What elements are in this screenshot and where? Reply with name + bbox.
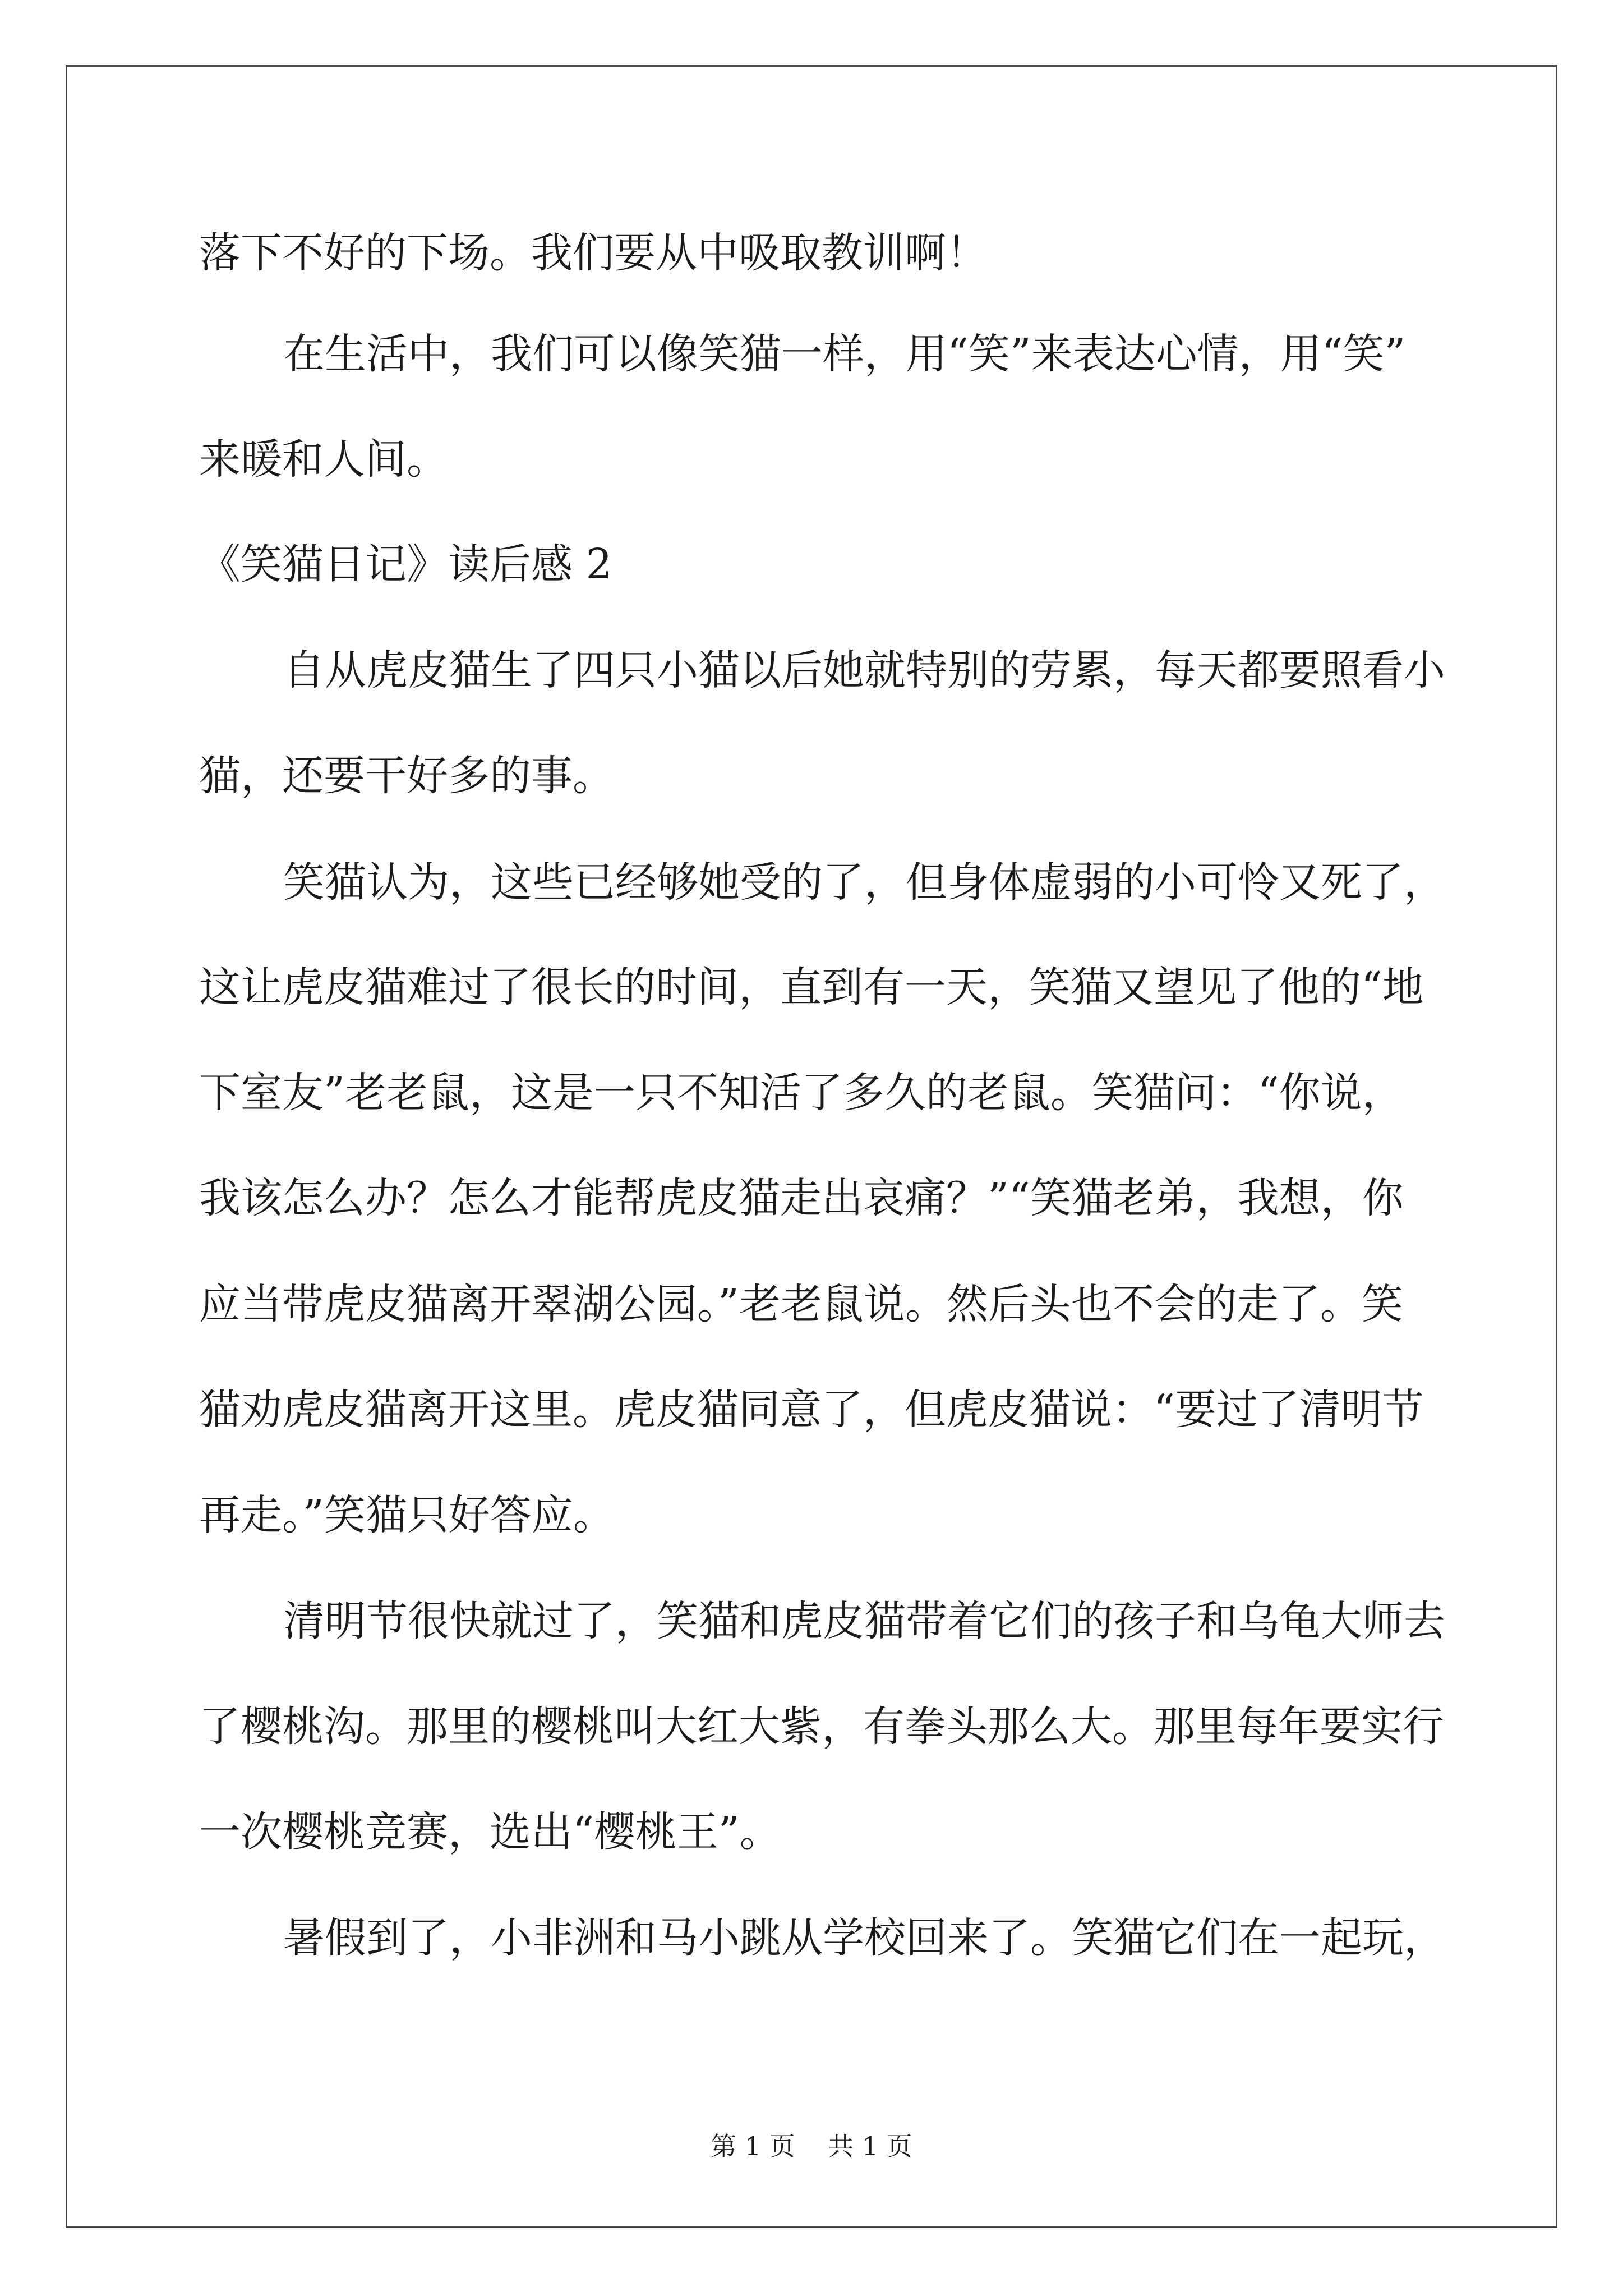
paragraph-line: 在生活中，我们可以像笑猫一样，用“笑”来表达心情，用“笑” xyxy=(283,330,1406,378)
paragraph-line: 清明节很快就过了，笑猫和虎皮猫带着它们的孩子和乌龟大师去 xyxy=(283,1597,1445,1645)
paragraph-line: 笑猫认为，这些已经够她受的了，但身体虚弱的小可怜又死了， xyxy=(283,858,1445,907)
page-border xyxy=(66,65,1557,2228)
paragraph-line: 我该怎么办？怎么才能帮虎皮猫走出哀痛？”“笑猫老弟，我想，你 xyxy=(199,1174,1404,1222)
section-heading: 《笑猫日记》读后感 2 xyxy=(199,540,612,588)
paragraph-line: 了樱桃沟。那里的樱桃叫大红大紫，有拳头那么大。那里每年要实行 xyxy=(199,1703,1444,1751)
paragraph-line: 下室友”老老鼠，这是一只不知活了多久的老鼠。笑猫问：“你说， xyxy=(199,1069,1404,1117)
paragraph-line: 再走。”笑猫只好答应。 xyxy=(199,1491,615,1539)
paragraph-line: 猫劝虎皮猫离开这里。虎皮猫同意了，但虎皮猫说：“要过了清明节 xyxy=(199,1386,1424,1434)
paragraph-line: 落下不好的下场。我们要从中吸取教训啊！ xyxy=(199,229,988,277)
paragraph-line: 这让虎皮猫难过了很长的时间，直到有一天，笑猫又望见了他的“地 xyxy=(199,963,1424,1011)
paragraph-line: 一次樱桃竞赛，选出“樱桃王”。 xyxy=(199,1808,781,1856)
paragraph-line: 暑假到了，小非洲和马小跳从学校回来了。笑猫它们在一起玩， xyxy=(283,1914,1445,1962)
paragraph-line: 来暖和人间。 xyxy=(199,435,448,484)
paragraph-line: 自从虎皮猫生了四只小猫以后她就特别的劳累，每天都要照看小 xyxy=(283,646,1445,694)
paragraph-line: 应当带虎皮猫离开翠湖公园。”老老鼠说。然后头也不会的走了。笑 xyxy=(199,1280,1403,1328)
page-footer: 第 1 页 共 1 页 xyxy=(711,2131,912,2161)
paragraph-line: 猫，还要干好多的事。 xyxy=(199,752,614,800)
